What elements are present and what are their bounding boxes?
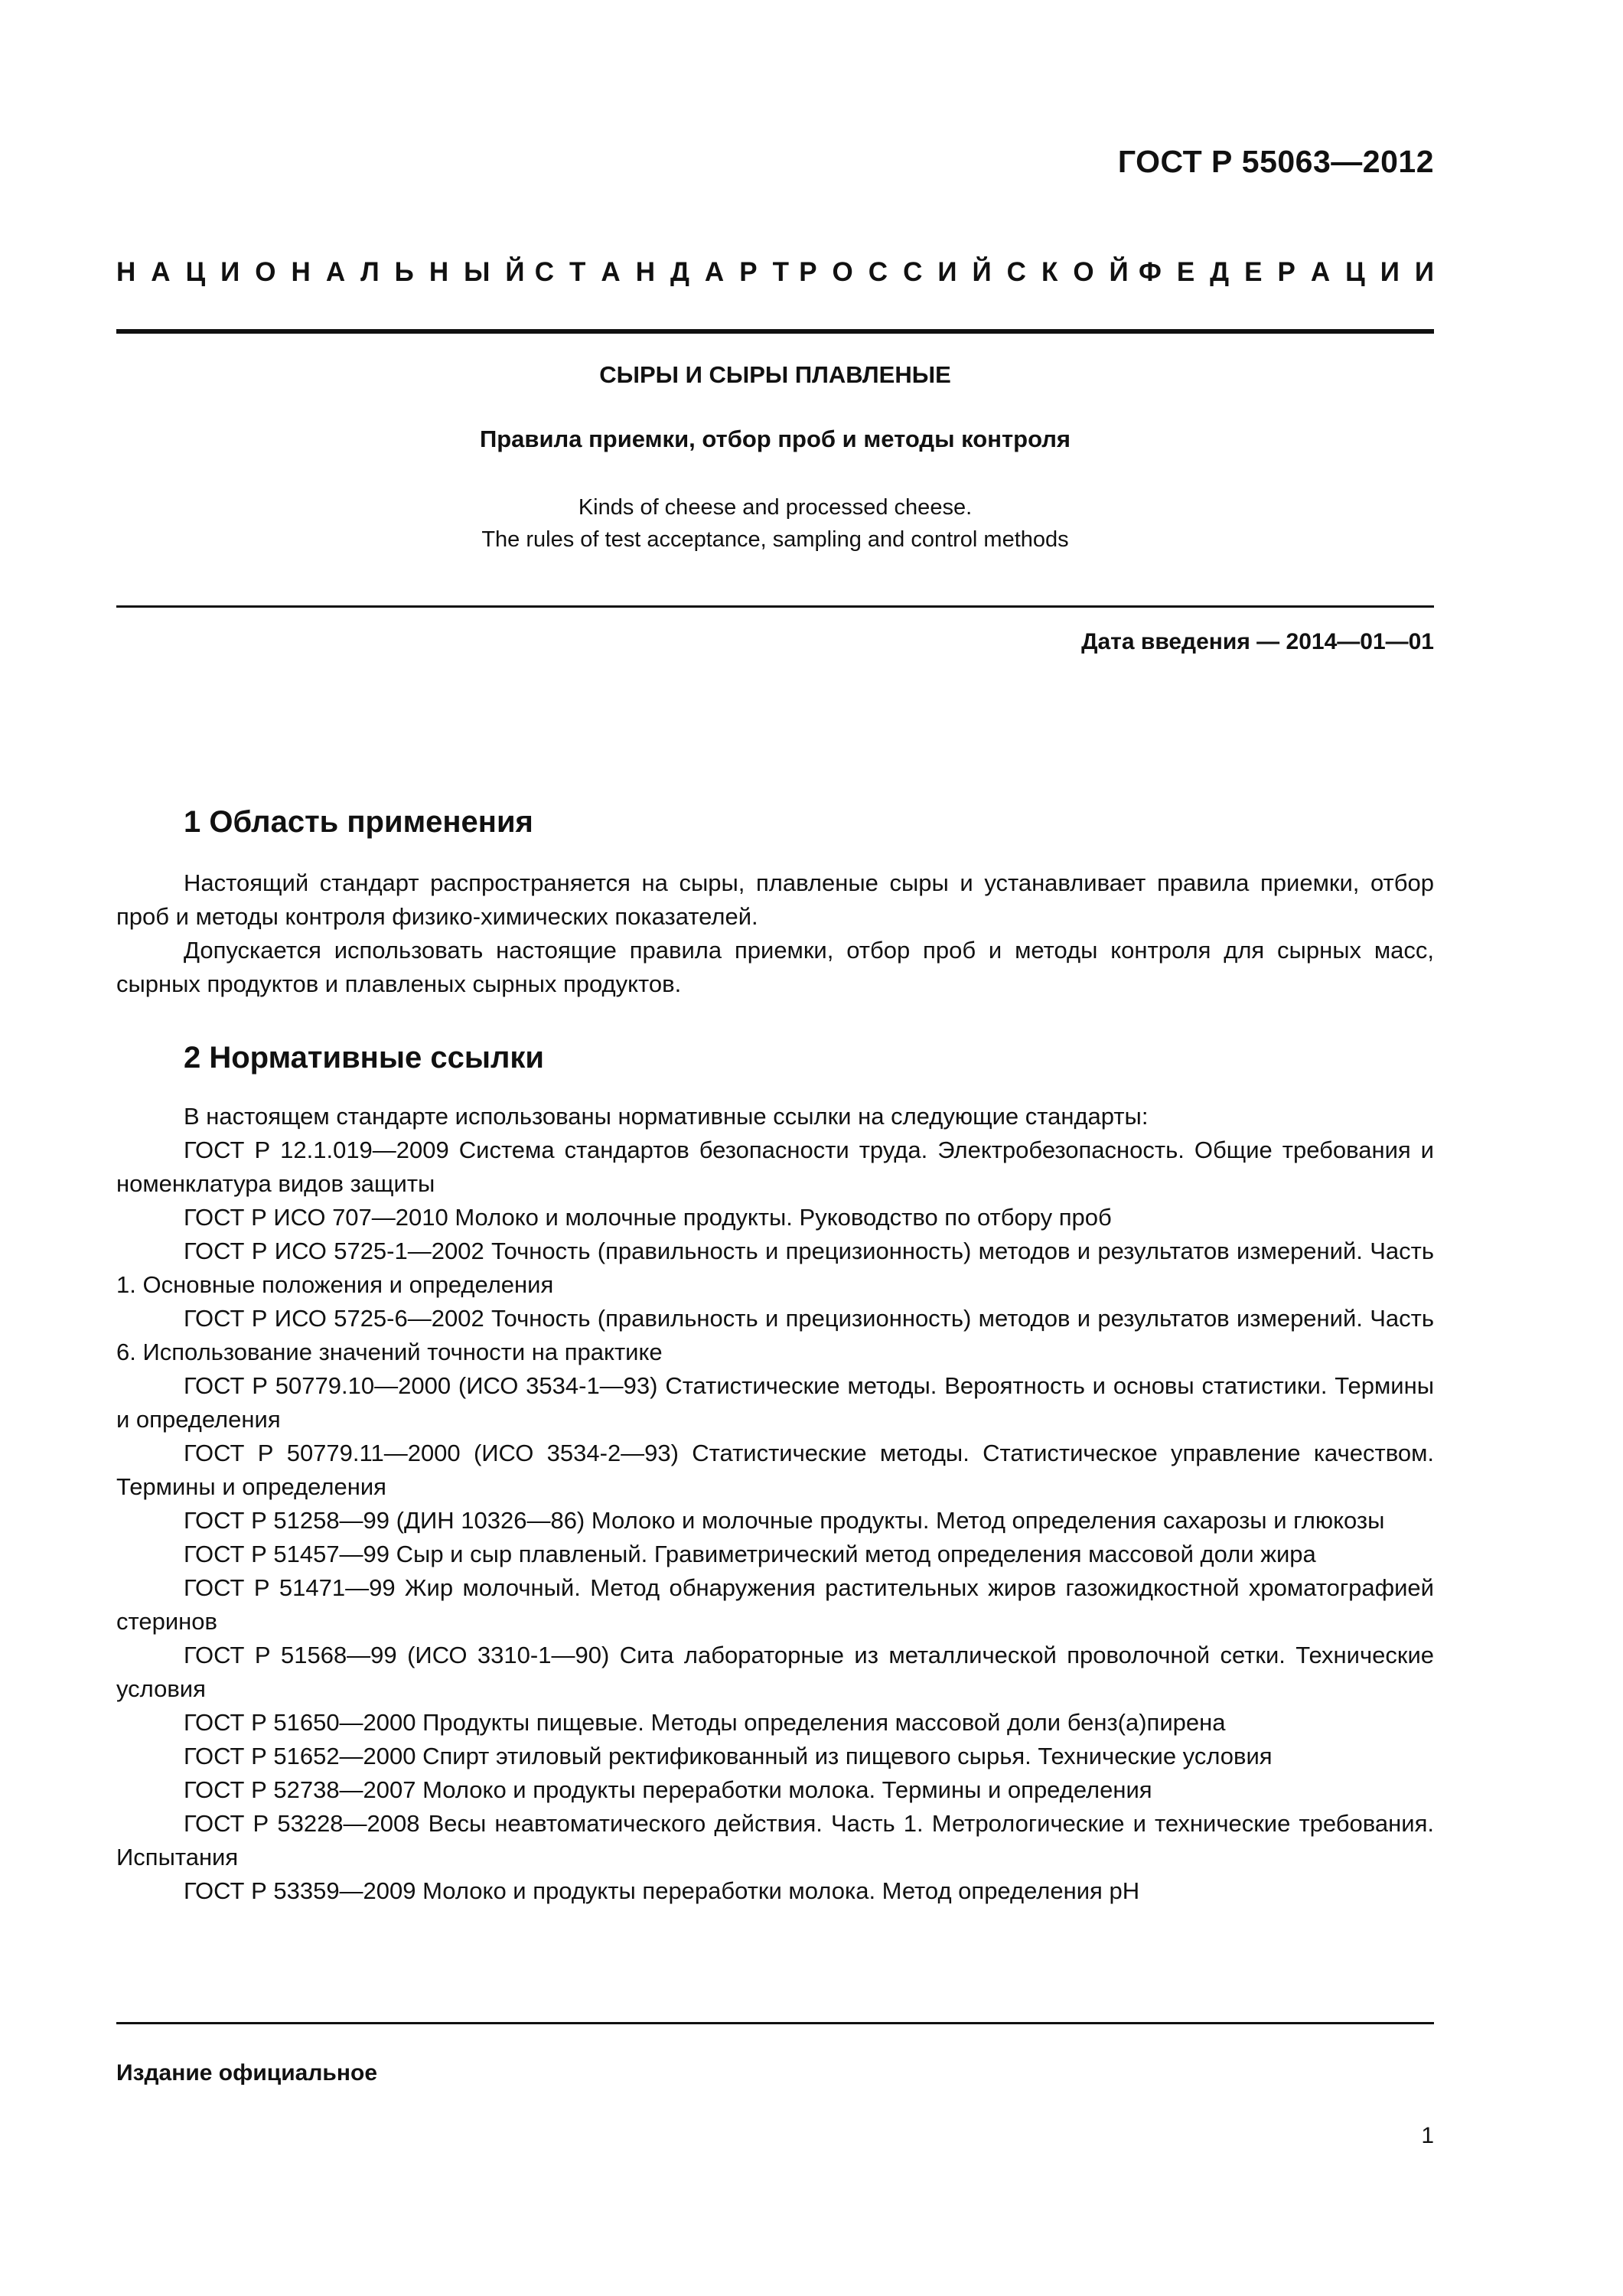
heading-word: Н А Ц И О Н А Л Ь Н Ы Й: [116, 257, 525, 287]
references-intro: В настоящем стандарте использованы нормативные ссылки на следующие стандарты:: [184, 1103, 1149, 1130]
references-list: [116, 1133, 1434, 1908]
reference-item: ГОСТ Р 53228—2008 Весы неавтоматического действия. Часть 1. Метрологические и технические требования. Испытания: [116, 1810, 1434, 1870]
national-standard-heading: [116, 257, 1434, 288]
section-2-body: [116, 1100, 1434, 1908]
heading-word: Р О С С И Й С К О Й: [799, 257, 1129, 287]
section-1-heading: 1 Область применения: [184, 805, 533, 839]
heading-word: Ф Е Д Е Р А Ц И И: [1138, 257, 1434, 287]
reference-item: ГОСТ Р 50779.10—2000 (ИСО 3534-1—93) Статистические методы. Вероятность и основы статистики. Термины и определения: [116, 1372, 1434, 1433]
english-title-line-2: The rules of test acceptance, sampling and control methods: [481, 527, 1069, 552]
reference-item: ГОСТ Р 52738—2007 Молоко и продукты переработки молока. Термины и определения: [184, 1776, 1152, 1803]
paragraph: Настоящий стандарт распространяется на сыры, плавленые сыры и устанавливает правила приемки, отбор проб и методы контроля физико-химических показателей.: [116, 869, 1434, 930]
standard-subtitle: Правила приемки, отбор проб и методы контроля: [479, 426, 1071, 452]
reference-item: ГОСТ Р 51568—99 (ИСО 3310-1—90) Сита лабораторные из металлической проволочной сетки. Технические условия: [116, 1642, 1434, 1702]
section-2-heading: 2 Нормативные ссылки: [184, 1041, 545, 1075]
reference-item: ГОСТ Р 50779.11—2000 (ИСО 3534-2—93) Статистические методы. Статистическое управление качеством. Термины и определения: [116, 1440, 1434, 1500]
reference-item: ГОСТ Р ИСО 5725-6—2002 Точность (правильность и прецизионность) методов и результатов измерений. Часть 6. Использование значений точности на практике: [116, 1305, 1434, 1365]
footer-divider: [116, 2022, 1434, 2024]
reference-item: ГОСТ Р 51471—99 Жир молочный. Метод обнаружения растительных жиров газожидкостной хроматографией стеринов: [116, 1574, 1434, 1635]
reference-item: ГОСТ Р 12.1.019—2009 Система стандартов безопасности труда. Электробезопасность. Общие требования и номенклатура видов защиты: [116, 1137, 1434, 1197]
reference-item: ГОСТ Р 51652—2000 Спирт этиловый ректификованный из пищевого сырья. Технические условия: [184, 1743, 1273, 1769]
english-title: [116, 491, 1434, 556]
title-divider: [116, 605, 1434, 608]
reference-item: ГОСТ Р 51457—99 Сыр и сыр плавленый. Гравиметрический метод определения массовой доли жира: [184, 1541, 1316, 1567]
official-edition-label: Издание официальное: [116, 2060, 378, 2086]
reference-item: ГОСТ Р 51258—99 (ДИН 10326—86) Молоко и молочные продукты. Метод определения сахарозы и глюкозы: [184, 1507, 1385, 1534]
reference-item: ГОСТ Р 51650—2000 Продукты пищевые. Методы определения массовой доли бенз(а)пирена: [184, 1709, 1226, 1736]
reference-item: ГОСТ Р ИСО 5725-1—2002 Точность (правильность и прецизионность) методов и результатов измерений. Часть 1. Основные положения и определения: [116, 1238, 1434, 1298]
heading-word: С Т А Н Д А Р Т: [534, 257, 789, 287]
english-title-line-1: Kinds of cheese and processed cheese.: [578, 495, 973, 520]
introduction-date: Дата введения — 2014—01—01: [1081, 629, 1434, 654]
reference-item: ГОСТ Р 53359—2009 Молоко и продукты переработки молока. Метод определения pH: [184, 1877, 1140, 1904]
page-number: 1: [1421, 2123, 1434, 2148]
section-1-body: [116, 866, 1434, 1001]
paragraph: Допускается использовать настоящие правила приемки, отбор проб и методы контроля для сырных масс, сырных продуктов и плавленых сырных продуктов.: [116, 937, 1434, 997]
document-number: ГОСТ Р 55063—2012: [1117, 144, 1434, 179]
standard-title: СЫРЫ И СЫРЫ ПЛАВЛЕНЫЕ: [599, 361, 951, 388]
header-divider: [116, 329, 1434, 334]
reference-item: ГОСТ Р ИСО 707—2010 Молоко и молочные продукты. Руководство по отбору проб: [184, 1204, 1112, 1231]
